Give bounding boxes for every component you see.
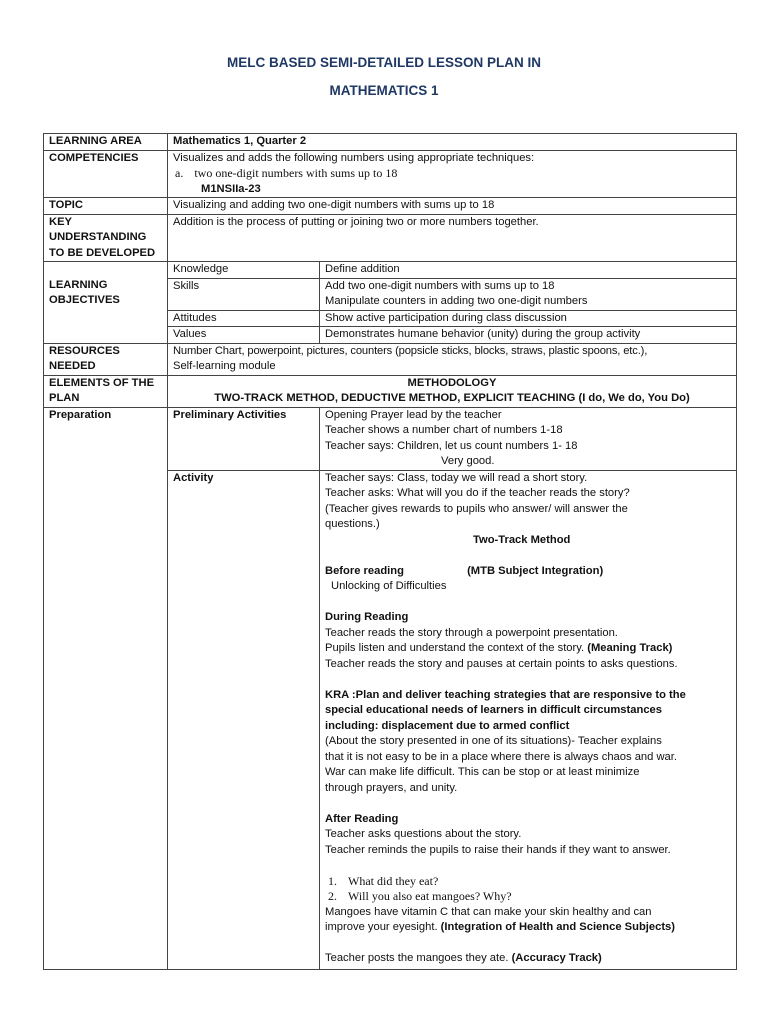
explanation-line-4: through prayers, and unity. [325, 781, 458, 794]
row-topic [44, 198, 737, 215]
preparation-line-3: Teacher says: Children, let us count numbers 1- 18 [325, 439, 578, 452]
during-reading-heading: During Reading [325, 611, 409, 623]
question-1 [325, 874, 731, 890]
competency-item-text: two one-digit numbers with sums up to 18 [194, 166, 398, 180]
row-key-understanding [44, 214, 737, 262]
activity-line-1: Teacher says: Class, today we will read a short story. [325, 471, 588, 484]
preparation-line-4: Very good. [441, 455, 495, 467]
competency-code: M1NSIIa-23 [201, 182, 261, 195]
during-reading-line-3: Teacher reads the story and pauses at certain points to asks questions. [325, 657, 678, 670]
resources-label-1: RESOURCES [49, 344, 120, 357]
meaning-track-label: (Meaning Track) [587, 642, 673, 654]
key-understanding-label-2: UNDERSTANDING [49, 231, 147, 243]
question-2-text: Will you also eat mangoes? Why? [348, 889, 512, 903]
key-understanding-label-3: TO BE DEVELOPED [49, 246, 156, 259]
document-title-line-1: MELC BASED SEMI-DETAILED LESSON PLAN IN [226, 55, 541, 70]
row-learning-area [44, 134, 737, 151]
row-preparation [44, 407, 737, 470]
learning-objectives-label [44, 262, 168, 344]
learning-area-value: Mathematics 1, Quarter 2 [168, 134, 737, 151]
kra-line-2: special educational needs of learners in difficult circumstances [325, 704, 662, 716]
before-reading-line [325, 564, 731, 580]
competencies-cell [168, 150, 737, 198]
activity-line-3b: questions.) [325, 518, 380, 530]
resources-label-2: NEEDED [49, 360, 96, 372]
topic-label: TOPIC [44, 198, 168, 215]
question-1-text: What did they eat? [348, 873, 439, 888]
key-understanding-label-1: KEY [49, 215, 73, 228]
mtb-integration-label: (MTB Subject Integration) [467, 564, 604, 577]
skills-label: Skills [168, 278, 320, 310]
knowledge-label: Knowledge [168, 262, 320, 279]
last-line-text: Teacher posts the mangoes they ate. [325, 952, 512, 964]
values-label: Values [168, 327, 320, 344]
after-reading-heading: After Reading [325, 812, 399, 825]
kra-line-1: KRA :Plan and deliver teaching strategies that are responsive to the [325, 688, 686, 701]
during-reading-line-1: Teacher reads the story through a powerpoint presentation. [325, 626, 618, 639]
knowledge-value: Define addition [320, 262, 737, 279]
question-2-number: 2. [328, 889, 337, 903]
preparation-line-1: Opening Prayer lead by the teacher [325, 408, 502, 421]
after-reading-line-2: Teacher reminds the pupils to raise their hands if they want to answer. [325, 843, 671, 856]
competencies-label: COMPETENCIES [44, 150, 168, 198]
question-1-number: 1. [328, 873, 337, 888]
elements-label-2: PLAN [49, 392, 80, 404]
activity-value [320, 470, 737, 969]
row-elements [44, 375, 737, 407]
competency-item-marker: a. [175, 166, 184, 180]
key-understanding-label [44, 214, 168, 262]
before-reading-heading: Before reading [325, 564, 404, 577]
resources-value [168, 343, 737, 375]
mangoes-line-1: Mangoes have vitamin C that can make your skin healthy and can [325, 905, 652, 918]
row-resources [44, 343, 737, 375]
skills-value [320, 278, 737, 310]
mangoes-line-2 [325, 920, 731, 936]
last-line [325, 951, 731, 967]
activity-line-3a: (Teacher gives rewards to pupils who answer/ will answer the [325, 502, 628, 515]
integration-label: (Integration of Health and Science Subjects) [440, 921, 676, 933]
question-2 [325, 889, 731, 905]
preparation-line-2: Teacher shows a number chart of numbers 1-18 [325, 424, 563, 436]
resources-label [44, 343, 168, 375]
elements-label-1: ELEMENTS OF THE [49, 376, 155, 389]
methodology-value: TWO-TRACK METHOD, DEDUCTIVE METHOD, EXPLICIT TEACHING (I do, We do, You Do) [214, 392, 690, 404]
after-reading-line-1: Teacher asks questions about the story. [325, 828, 522, 840]
attitudes-value: Show active participation during class discussion [320, 310, 737, 327]
lesson-plan-table [43, 133, 737, 970]
unlocking-difficulties: Unlocking of Difficulties [331, 580, 447, 592]
kra-line-3: including: displacement due to armed conflict [325, 719, 570, 732]
activity-label: Activity [168, 470, 320, 969]
during-reading-line-2 [325, 641, 731, 657]
topic-value: Visualizing and adding two one-digit numbers with sums up to 18 [168, 198, 737, 215]
mangoes-line-2-text: improve your eyesight. [325, 921, 441, 933]
attitudes-label: Attitudes [168, 310, 320, 327]
learning-objectives-label-2: OBJECTIVES [49, 294, 120, 306]
activity-line-2: Teacher asks: What will you do if the teacher reads the story? [325, 487, 630, 499]
elements-label [44, 375, 168, 407]
two-track-heading: Two-Track Method [473, 533, 571, 546]
resources-line-2: Self-learning module [173, 360, 276, 372]
preliminary-activities-value [320, 407, 737, 470]
preparation-label: Preparation [44, 407, 168, 969]
row-competencies [44, 150, 737, 198]
explanation-line-3: War can make life difficult. This can be stop or at least minimize [325, 766, 640, 778]
key-understanding-value: Addition is the process of putting or joining two or more numbers together. [168, 214, 737, 262]
values-value: Demonstrates humane behavior (unity) during the group activity [320, 327, 737, 344]
skills-line-1: Add two one-digit numbers with sums up to 18 [325, 279, 555, 292]
learning-area-label: LEARNING AREA [44, 134, 168, 151]
methodology-title: METHODOLOGY [407, 376, 497, 389]
competencies-intro: Visualizes and adds the following numbers using appropriate techniques: [173, 151, 535, 164]
preliminary-activities-label: Preliminary Activities [168, 407, 320, 470]
competency-item [173, 166, 731, 182]
resources-line-1: Number Chart, powerpoint, pictures, counters (popsicle sticks, blocks, straws, plastic spoons, etc.), [173, 344, 648, 357]
during-reading-line-2-text: Pupils listen and understand the context of the story. [325, 642, 588, 654]
skills-line-2: Manipulate counters in adding two one-digit numbers [325, 295, 588, 307]
document-title-line-2: MATHEMATICS 1 [329, 83, 439, 98]
accuracy-track-label: (Accuracy Track) [511, 952, 602, 964]
row-objective-knowledge [44, 262, 737, 279]
explanation-line-1: (About the story presented in one of its situations)- Teacher explains [325, 735, 662, 747]
learning-objectives-label-1: LEARNING [49, 278, 108, 291]
explanation-line-2: that it is not easy to be in a place where there is always chaos and war. [325, 750, 677, 763]
methodology-cell [168, 375, 737, 407]
